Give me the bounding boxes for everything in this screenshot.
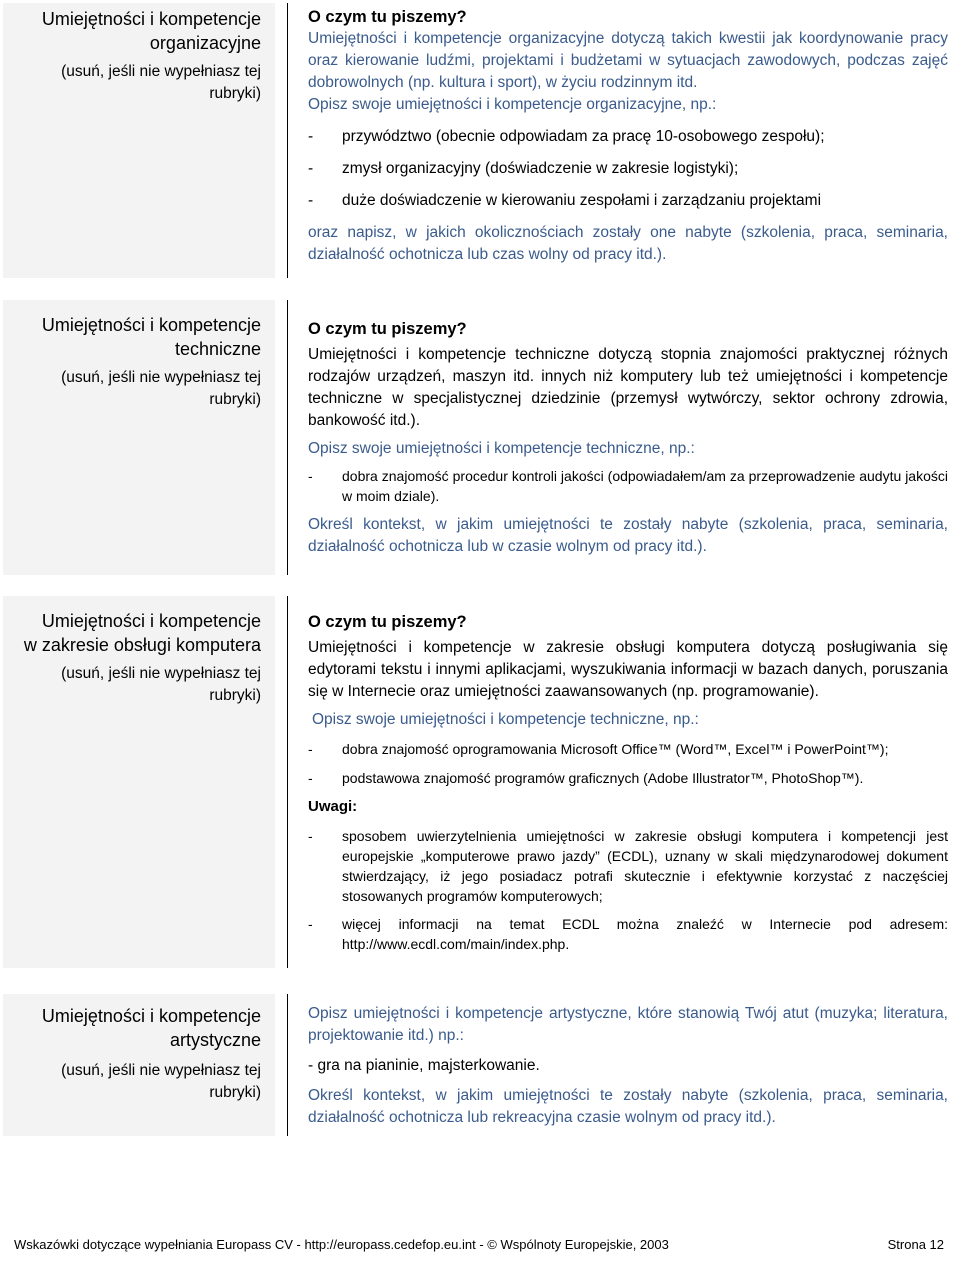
section-body (308, 6, 948, 266)
list-item: - podstawowa znajomość programów graficznych (Adobe Illustrator™, PhotoShop™). (308, 770, 864, 786)
section-body (308, 1003, 948, 1129)
section-instruction: Opisz swoje umiejętności i kompetencje techniczne, np.: (312, 711, 699, 728)
section-intro: Umiejętności i kompetencje techniczne dotyczą stopnia znajomości praktycznej różnych rodzajów urządzeń, maszyn itd. innych niż komputery lub też umiejętności i kompetencje techniczne w specjalistycznej dziedzinie (przemysł wytwórczy, sektor ochrony zdrowia, bankowość itd.). (308, 346, 948, 429)
column-divider (287, 994, 288, 1136)
section-body (308, 318, 948, 558)
section-instruction: Opisz swoje umiejętności i kompetencje organizacyjne, np.: (308, 96, 717, 113)
list-item: - sposobem uwierzytelnienia umiejętności w zakresie obsługi komputera i kompetencji jest europejskie „komputerowe prawo jazdy” (ECDL), uznany w skali międzynarodowej dokument stwierdzający, iż jego posiadacz potrafi skutecznie i efektywnie korzystać z naczęściej stosowanych programów komputerowych; (308, 828, 948, 904)
section-heading-panel (3, 300, 275, 575)
section-context: Określ kontekst, w jakim umiejętności te zostały nabyte (szkolenia, praca, seminaria, działalność ochotnicza lub rekreacyjna czasie wolnym od pracy itd.). (308, 1087, 948, 1126)
section-note: (usuń, jeśli nie wypełniasz tej rubryki) (61, 369, 261, 408)
list-item: - dobra znajomość procedur kontroli jakości (odpowiadałem/am za przeprowadzenie audytu jakości w moim dziale). (308, 468, 948, 504)
section-instruction: Opisz swoje umiejętności i kompetencje techniczne, np.: (308, 440, 695, 457)
section-note: (usuń, jeśli nie wypełniasz tej rubryki) (61, 665, 261, 704)
section-intro: Opisz umiejętności i kompetencje artystyczne, które stanowią Twój atut (muzyka; literatura, projektowanie itd.) np.: (308, 1005, 948, 1044)
section-question: O czym tu piszemy? (308, 320, 467, 338)
section-question: O czym tu piszemy? (308, 8, 467, 26)
section-question: O czym tu piszemy? (308, 613, 467, 631)
column-divider (287, 596, 288, 968)
list-item: - dobra znajomość oprogramowania Microsoft Office™ (Word™, Excel™ i PowerPoint™); (308, 741, 889, 757)
section-intro: Umiejętności i kompetencje organizacyjne dotyczą takich kwestii jak koordynowanie pracy oraz kierowanie ludźmi, projektami i budżetami w sytuacjach zawodowych, podczas zajęć dobrowolnych (np. kultura i sport), w życiu rodzinnym itd. (308, 30, 948, 91)
section-note: (usuń, jeśli nie wypełniasz tej rubryki) (61, 1062, 261, 1101)
list-item: - zmysł organizacyjny (doświadczenie w zakresie logistyki); (308, 160, 739, 177)
section-note: (usuń, jeśli nie wypełniasz tej rubryki) (61, 63, 261, 102)
column-divider (287, 300, 288, 575)
section-title: Umiejętności i kompetencje artystyczne (41, 1006, 261, 1050)
notes-heading: Uwagi: (308, 798, 358, 815)
section-context: Określ kontekst, w jakim umiejętności te zostały nabyte (szkolenia, praca, seminaria, działalność ochotnicza lub w czasie wolnym od pracy itd.). (308, 516, 948, 555)
footer-text: Wskazówki dotyczące wypełniania Europass CV - http://europass.cedefop.eu.int - © Wspólnoty Europejskie, 2003 (14, 1237, 669, 1252)
section-title: Umiejętności i kompetencje techniczne (41, 315, 261, 359)
section-heading-panel (3, 3, 275, 278)
list-item: - więcej informacji na temat ECDL można znaleźć w Internecie pod adresem: http://www.ecdl.com/main/index.php. (308, 916, 948, 952)
section-context: oraz napisz, w jakich okolicznościach zostały one nabyte (szkolenia, praca, seminaria, działalność ochotnicza lub czas wolny od pracy itd.). (308, 224, 948, 263)
list-item: - duże doświadczenie w kierowaniu zespołami i zarządzaniu projektami (308, 192, 822, 209)
section-heading-panel (3, 596, 275, 968)
section-example: - gra na pianinie, majsterkowanie. (308, 1057, 540, 1074)
section-title: Umiejętności i kompetencje organizacyjne (41, 9, 261, 53)
section-title: Umiejętności i kompetencje w zakresie obsługi komputera (23, 611, 261, 655)
page-footer (14, 1237, 944, 1252)
section-heading-panel (3, 994, 275, 1136)
section-body (308, 611, 948, 954)
list-item: - przywództwo (obecnie odpowiadam za pracę 10-osobowego zespołu); (308, 128, 825, 145)
section-intro: Umiejętności i kompetencje w zakresie obsługi komputera dotyczą posługiwania się edytorami tekstu i innymi aplikacjami, wyszukiwania informacji w bazach danych, poruszania się w Internecie oraz umiejętności zaawansowanych (np. programowanie). (308, 639, 948, 700)
page-number: Strona 12 (887, 1237, 944, 1252)
column-divider (287, 3, 288, 278)
